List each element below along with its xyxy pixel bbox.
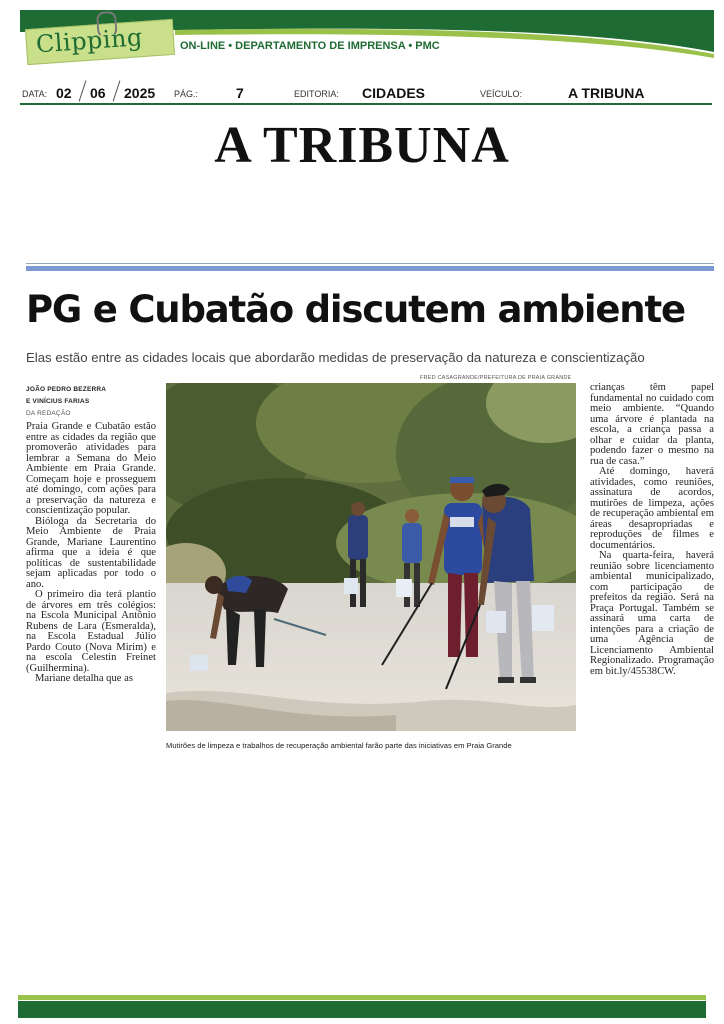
- article-rule-thin: [26, 263, 714, 264]
- section-label: EDITORIA:: [294, 89, 339, 99]
- outlet-name: A TRIBUNA: [568, 85, 645, 101]
- article-deck: Elas estão entre as cidades locais que abordarão medidas de preservação da natureza e conscientização: [26, 350, 645, 365]
- paragraph: Mariane detalha que as: [35, 673, 133, 684]
- photo-caption: Mutirões de limpeza e trabalhos de recuperação ambiental farão parte das iniciativas em Praia Grande: [166, 741, 512, 750]
- article-column-3: [590, 383, 714, 677]
- paragraph: Bióloga da Secretaria do Meio Ambiente de Praia Grande, Mariane Laurentino afirma que a ideia é que políticas de sustentabilidade sejam aplicadas por todo o ano.: [26, 515, 156, 590]
- page-label: PÁG.:: [174, 89, 199, 99]
- date-day: 02: [56, 85, 72, 101]
- article-photo: [166, 383, 576, 731]
- article-rule: [26, 266, 714, 271]
- byline-author-1: JOÃO PEDRO BEZERRA: [26, 386, 107, 393]
- date-month: 06: [90, 85, 106, 101]
- clipping-badge: Clipping: [25, 15, 176, 69]
- paragraph: Praia Grande e Cubatão estão entre as cidades da região que promoverão atividades para lembrar a Semana do Meio Ambiente em Praia Grande. Começam hoje e prosseguem até domingo, com ações para a preservação da natureza e conscientização popular.: [26, 421, 156, 516]
- paragraph: Até domingo, haverá atividades, como reuniões, assinatura de acordos, mutirões de limpeza, ações de recuperação ambiental em áreas desapropriadas e reproduções de filmes e documentários.: [590, 466, 714, 551]
- paragraph: O primeiro dia terá plantio de árvores em três colégios: na Escola Municipal Antônio Rubens de Lara (Esmeralda), na Escola Estadual Júlio Pardo Couto (Nova Mirim) e na escola Celestin Freinet (Guilhermina).: [26, 589, 156, 674]
- metadata-bar: [22, 84, 712, 104]
- date-separator: [113, 80, 121, 101]
- article-headline: PG e Cubatão discutem ambiente: [26, 288, 685, 331]
- metadata-rule: [20, 103, 712, 105]
- date-year: 2025: [124, 85, 156, 101]
- newspaper-masthead: A TRIBUNA: [214, 117, 510, 174]
- photo-credit: FRED CASAGRANDE/PREFEITURA DE PRAIA GRANDE: [420, 375, 572, 381]
- footer-band: [18, 1001, 706, 1018]
- paragraph: Na quarta-feira, haverá reunião sobre licenciamento ambiental municipalizado, com participação de prefeitos da região. Será na Praça Portugal. Também se assinará uma carta de intenções para a criação de uma Agência de Licenciamento Ambiental Regionalizado. Programação em bit.ly/45538CW.: [590, 550, 714, 677]
- date-separator: [79, 80, 87, 101]
- article-column-1: [26, 422, 156, 685]
- paragraph: crianças têm papel fundamental no cuidado com meio ambiente. “Quando uma árvore é plantada na escola, a criança passa a olhar e cuidar da planta, podendo fazer o mesmo na rua de casa.”: [590, 382, 714, 467]
- department-label: ON-LINE • DEPARTAMENTO DE IMPRENSA • PMC: [180, 40, 440, 52]
- page-number: 7: [236, 85, 244, 101]
- outlet-label: VEÍCULO:: [480, 89, 523, 99]
- byline-source: DA REDAÇÃO: [26, 410, 71, 417]
- footer-band-light: [18, 995, 706, 1000]
- byline-author-2: E VINÍCIUS FARIAS: [26, 398, 90, 405]
- date-label: DATA:: [22, 89, 48, 99]
- section-name: CIDADES: [362, 85, 426, 101]
